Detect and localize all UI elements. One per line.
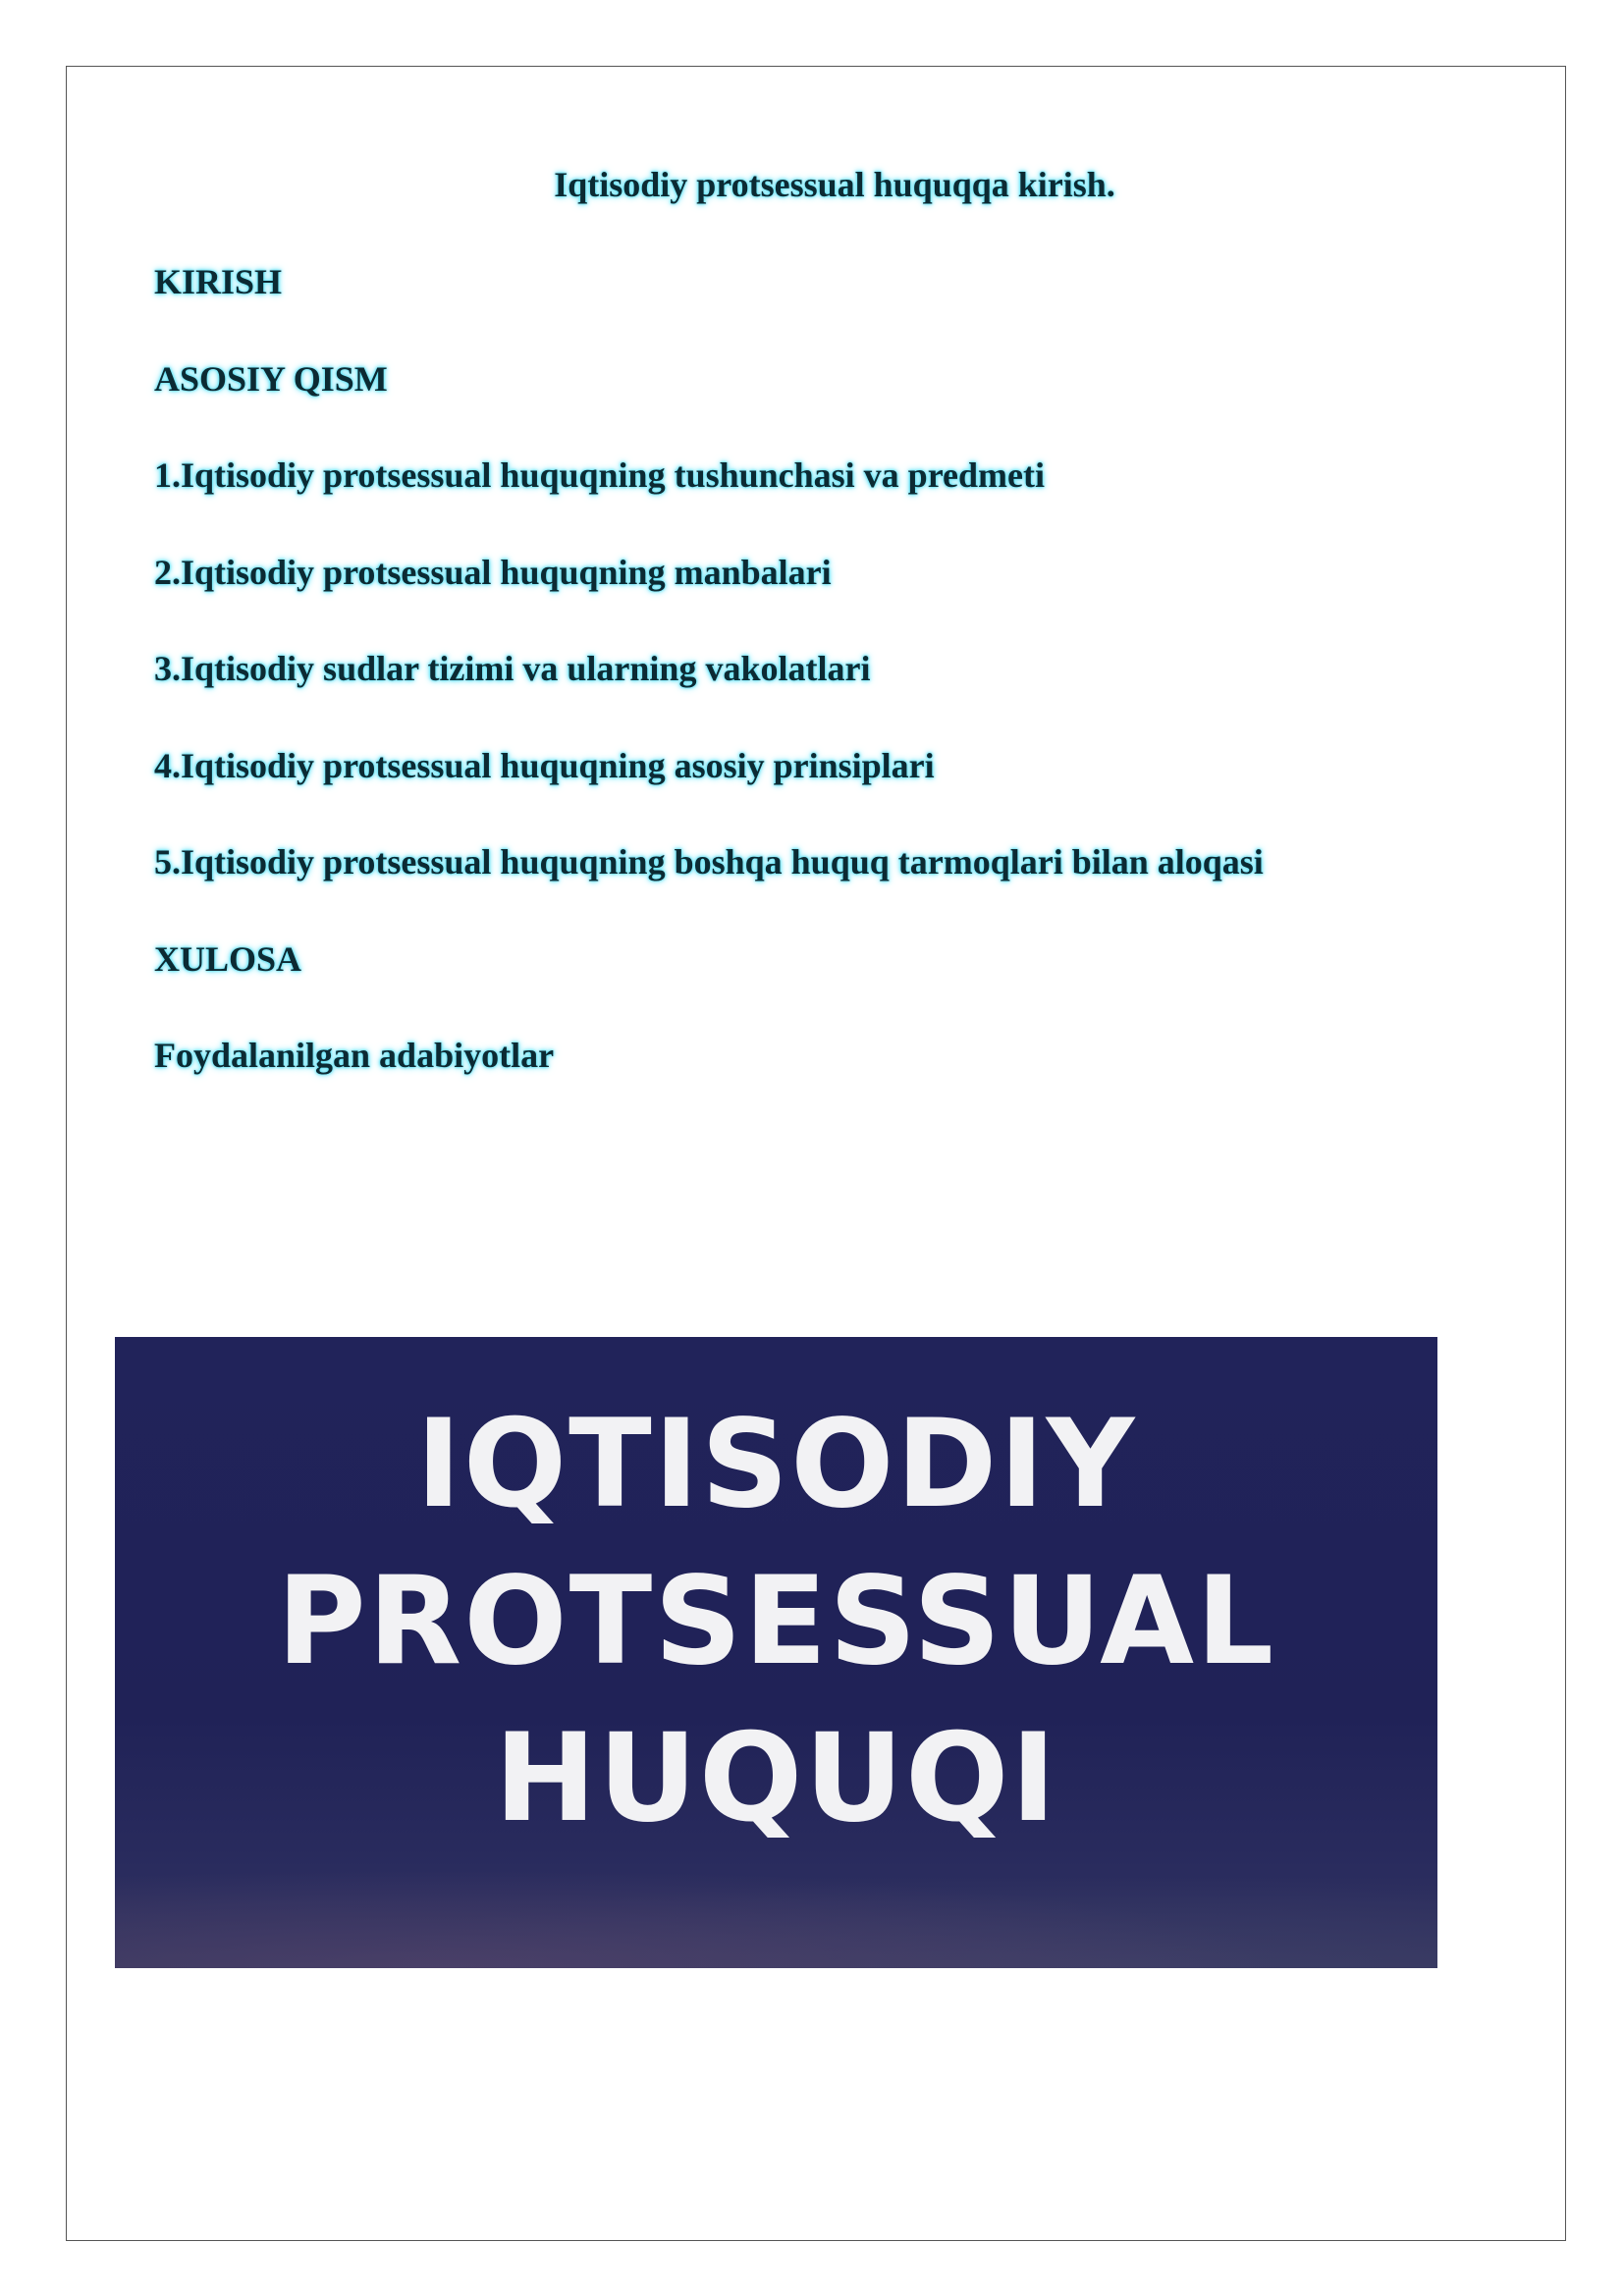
outline-item-references: Foydalanilgan adabiyotlar bbox=[154, 1036, 555, 1075]
banner-line-3: HUQUQI bbox=[494, 1708, 1058, 1849]
outline-item-5: 5.Iqtisodiy protsessual huquqning boshqa huquq tarmoqlari bilan aloqasi bbox=[154, 842, 1264, 881]
outline-item-conclusion: XULOSA bbox=[154, 939, 302, 979]
banner-background-shading bbox=[115, 1850, 1437, 1968]
banner-line-2: PROTSESSUAL bbox=[276, 1551, 1276, 1692]
outline-item-4: 4.Iqtisodiy protsessual huquqning asosiy prinsiplari bbox=[154, 746, 935, 785]
document-title: Iqtisodiy protsessual huquqqa kirish. bbox=[554, 165, 1115, 204]
banner-image bbox=[115, 1337, 1437, 1968]
outline-item-1: 1.Iqtisodiy protsessual huquqning tushunchasi va predmeti bbox=[154, 455, 1045, 495]
outline-item-3: 3.Iqtisodiy sudlar tizimi va ularning vakolatlari bbox=[154, 649, 871, 688]
outline-item-main: ASOSIY QISM bbox=[154, 359, 388, 399]
banner-line-1: IQTISODIY bbox=[415, 1394, 1137, 1535]
outline-item-intro: KIRISH bbox=[154, 262, 283, 301]
outline-item-2: 2.Iqtisodiy protsessual huquqning manbalari bbox=[154, 553, 832, 592]
